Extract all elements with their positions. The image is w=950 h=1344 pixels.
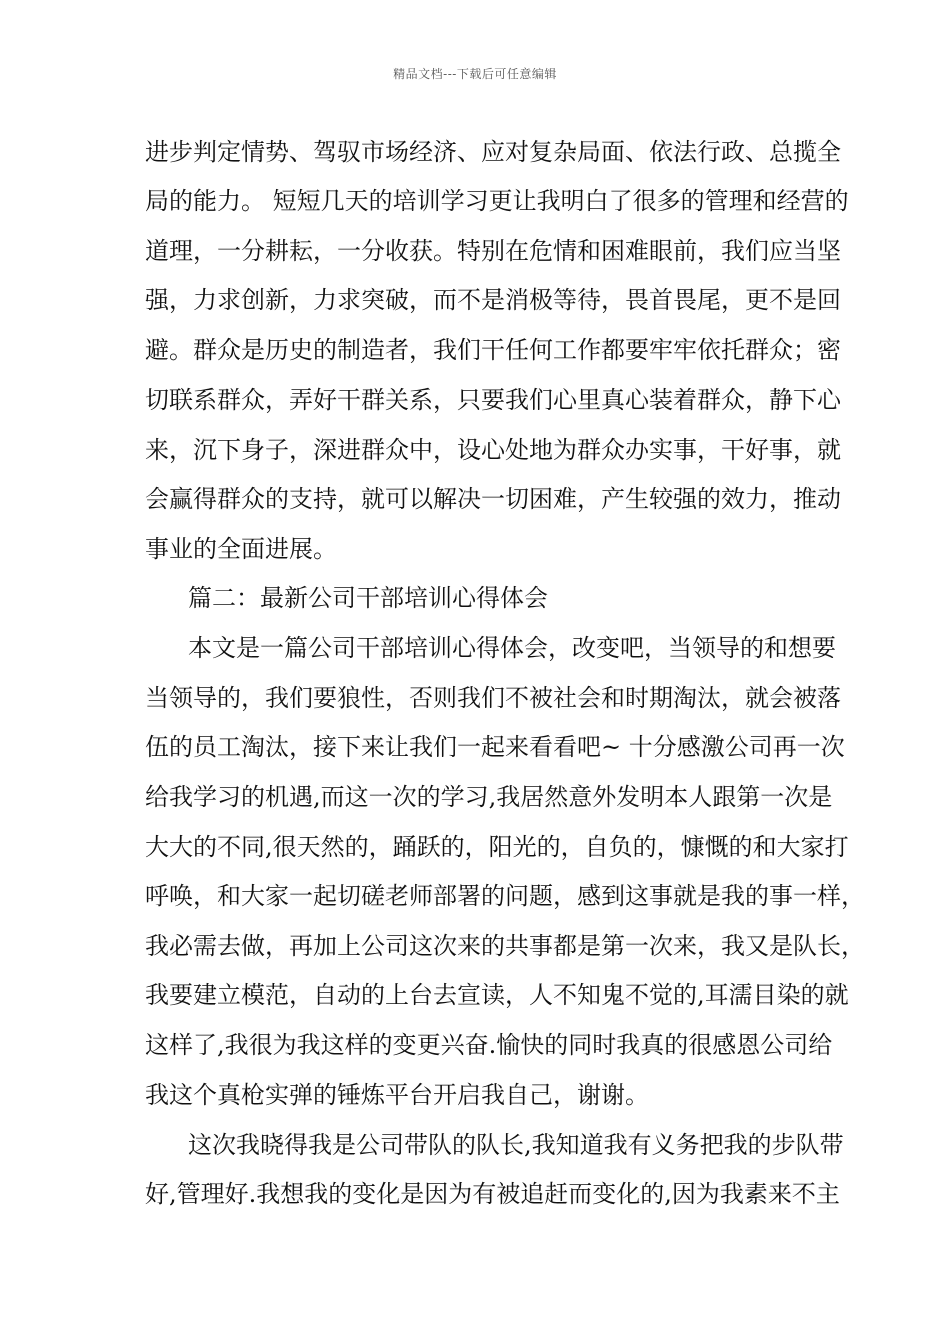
paragraph-line: 给我学习的机遇,而这一次的学习,我居然意外发明本人跟第一次是 (145, 783, 833, 811)
paragraph-line: 好,管理好.我想我的变化是因为有被追赶而变化的,因为我素来不主 (145, 1180, 840, 1208)
paragraph-line: 当领导的，我们要狼性，否则我们不被社会和时期淘汰，就会被落 (145, 684, 841, 712)
paragraph-line: 我要建立模范，自动的上台去宣读，人不知鬼不觉的,耳濡目染的就 (145, 981, 849, 1009)
paragraph-line: 呼唤，和大家一起切磋老师部署的问题，感到这事就是我的事一样， (145, 882, 865, 910)
paragraph-line: 事业的全面进展。 (145, 535, 337, 563)
paragraph-line: 我这个真枪实弹的锤炼平台开启我自己，谢谢。 (145, 1081, 649, 1109)
section-heading: 篇二：最新公司干部培训心得体会 (188, 584, 548, 612)
paragraph-line: 伍的员工淘汰，接下来让我们一起来看看吧~ 十分感激公司再一次 (145, 733, 845, 761)
paragraph-line: 这样了,我很为我这样的变更兴奋.愉快的同时我真的很感恩公司给 (145, 1031, 833, 1059)
paragraph-line: 切联系群众，弄好干群关系，只要我们心里真心装着群众，静下心 (145, 386, 841, 414)
paragraph-line: 我必需去做，再加上公司这次来的共事都是第一次来，我又是队长， (145, 932, 865, 960)
paragraph-line: 强，力求创新，力求突破，而不是消极等待，畏首畏尾，更不是回 (145, 286, 841, 314)
paragraph-line: 局的能力。 短短几天的培训学习更让我明白了很多的管理和经营的 (145, 187, 849, 215)
paragraph-line: 进步判定情势、驾驭市场经济、应对复杂局面、依法行政、总揽全 (145, 138, 841, 166)
paragraph-line: 大大的不同,很天然的，踊跃的，阳光的，自负的，慷慨的和大家打 (145, 833, 849, 861)
paragraph-line: 这次我晓得我是公司带队的队长,我知道我有义务把我的步队带 (188, 1131, 844, 1159)
paragraph-line: 道理，一分耕耘，一分收获。特别在危情和困难眼前，我们应当坚 (145, 237, 841, 265)
page-header: 精品文档---下载后可任意编辑 (393, 67, 557, 81)
paragraph-line: 避。群众是历史的制造者，我们干任何工作都要牢牢依托群众；密 (145, 336, 841, 364)
paragraph-line: 来，沉下身子，深进群众中，设心处地为群众办实事，干好事，就 (145, 436, 841, 464)
paragraph-line: 本文是一篇公司干部培训心得体会，改变吧，当领导的和想要 (188, 634, 836, 662)
paragraph-line: 会赢得群众的支持，就可以解决一切困难，产生较强的效力，推动 (145, 485, 841, 513)
